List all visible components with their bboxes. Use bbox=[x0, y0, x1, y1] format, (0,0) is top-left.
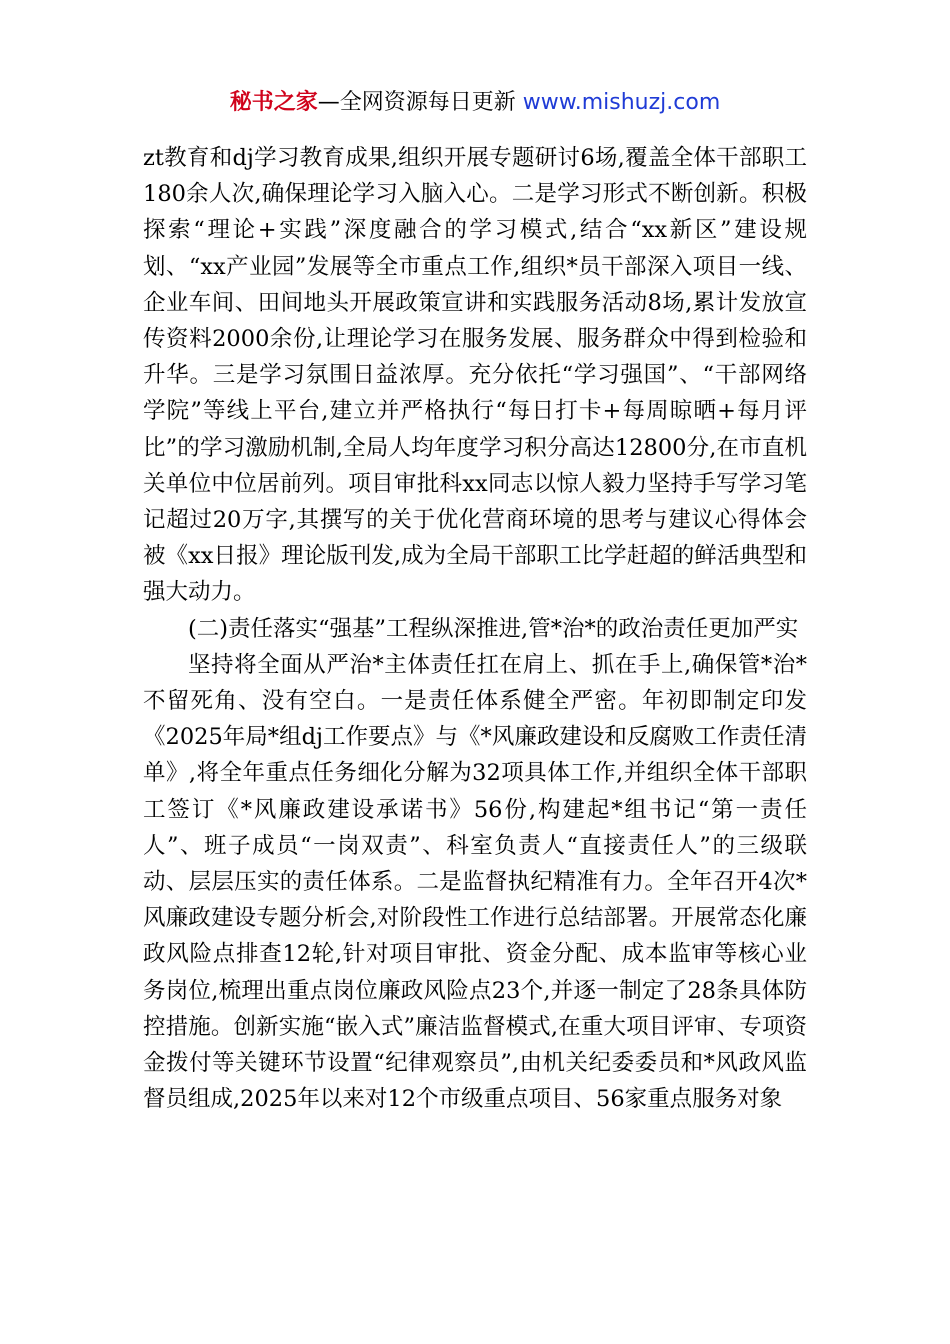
section-heading: (二)责任落实“强基”工程纵深推进,管*治*的政治责任更加严实 bbox=[188, 615, 799, 642]
site-brand: 秘书之家 bbox=[229, 90, 318, 115]
paragraph-body: 坚持将全面从严治*主体责任扛在肩上、抓在手上,确保管*治*不留死角、没有空白。一是责任体系健全严密。年初即制定印发《2025年局*组dj工作要点》与《*风廉政建设和反腐败工作责任清单》,将全年重点任务细化分解为32项具体工作,并组织全体干部职工签订《*风廉政建设承诺书》56份,构建起*组书记“第一责任人”、班子成员“一岗双责”、科室负责人“直接责任人”的三级联动、层层压实的责任体系。二是监督执纪精准有力。全年召开4次*风廉政建设专题分析会,对阶段性工作进行总结部署。开展常态化廉政风险点排查12轮,针对项目审批、资金分配、成本监审等核心业务岗位,梳理出重点岗位廉政风险点23个,并逐一制定了28条具体防控措施。创新实施“嵌入式”廉洁监督模式,在重大项目评审、专项资金拨付等关键环节设置“纪律观察员”,由机关纪委委员和*风政风监督员组成,2025年以来对12个市级重点项目、56家重点服务对象 bbox=[143, 651, 807, 1113]
site-slogan: —全网资源每日更新 bbox=[317, 90, 523, 115]
site-url-link[interactable]: www.mishuzj.com bbox=[522, 90, 721, 115]
document-body bbox=[143, 140, 807, 1117]
site-watermark-header bbox=[0, 86, 950, 120]
paragraph-continuation: zt教育和dj学习教育成果,组织开展专题研讨6场,覆盖全体干部职工180余人次,确保理论学习入脑入心。二是学习形式不断创新。积极探索“理论+实践”深度融合的学习模式,结合“xx新区”建设规划、“xx产业园”发展等全市重点工作,组织*员干部深入项目一线、企业车间、田间地头开展政策宣讲和实践服务活动8场,累计发放宣传资料2000余份,让理论学习在服务发展、服务群众中得到检验和升华。三是学习氛围日益浓厚。充分依托“学习强国”、“干部网络学院”等线上平台,建立并严格执行“每日打卡+每周晾晒+每月评比”的学习激励机制,全局人均年度学习积分高达12800分,在市直机关单位中位居前列。项目审批科xx同志以惊人毅力坚持手写学习笔记超过20万字,其撰写的关于优化营商环境的思考与建议心得体会被《xx日报》理论版刊发,成为全局干部职工比学赶超的鲜活典型和强大动力。 bbox=[143, 145, 807, 606]
